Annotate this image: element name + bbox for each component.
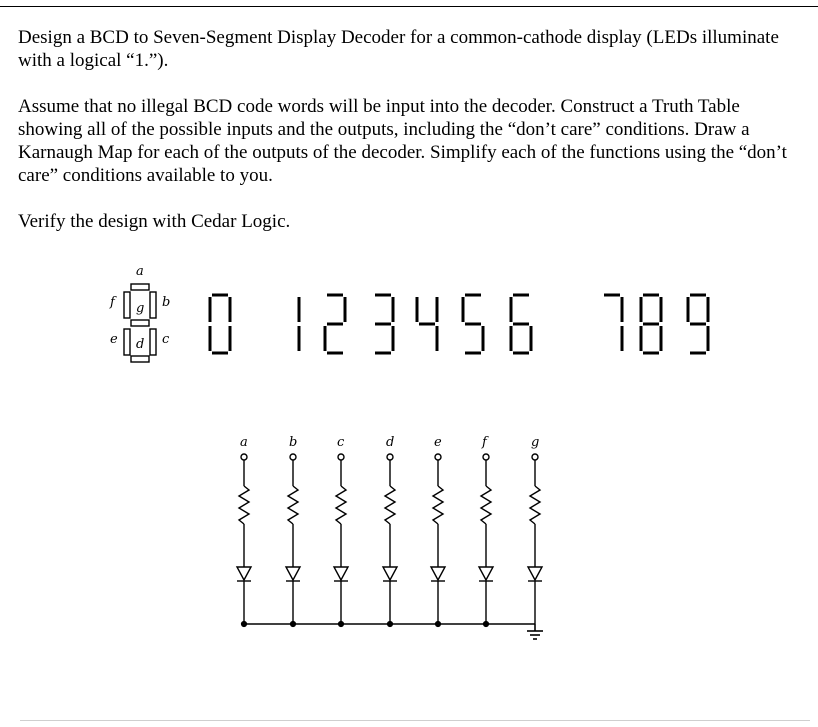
legend-segment-b bbox=[150, 292, 156, 318]
paragraph-design: Design a BCD to Seven-Segment Display Decoder for a common-cathode display (LEDs illuminate with a logical “1.”). bbox=[18, 27, 779, 71]
legend-segment-a bbox=[131, 284, 149, 290]
legend-segment-g bbox=[131, 320, 149, 326]
resistor-d bbox=[385, 486, 395, 524]
legend-segment-e bbox=[124, 329, 130, 355]
input-label-b: b bbox=[289, 435, 298, 450]
legend-label-c: c bbox=[162, 332, 170, 347]
led-channel-g bbox=[528, 454, 542, 624]
digit-6 bbox=[511, 295, 531, 353]
legend-segment-f bbox=[124, 292, 130, 318]
resistor-g bbox=[530, 486, 540, 524]
diode-d bbox=[383, 567, 397, 580]
resistor-f bbox=[481, 486, 491, 524]
legend-label-g: g bbox=[136, 301, 145, 316]
paragraph-verify: Verify the design with Cedar Logic. bbox=[18, 211, 291, 232]
bottom-table-edge bbox=[20, 720, 810, 727]
led-channel-c bbox=[334, 454, 348, 626]
input-label-e: e bbox=[434, 435, 442, 450]
resistor-b bbox=[288, 486, 298, 524]
legend-segment-c bbox=[150, 329, 156, 355]
led-channel-f bbox=[479, 454, 493, 626]
resistor-e bbox=[433, 486, 443, 524]
paragraph-assumptions: Assume that no illegal BCD code words will be input into the decoder. Construct a Truth Table showing all of the possible inputs and the outputs, including the “don’t care” conditions. Draw a Karnaugh Map for each of the outputs of the decoder. Simplify each of the functions using the “don’t care” conditions available to you. bbox=[18, 96, 787, 186]
digit-8 bbox=[641, 295, 661, 353]
input-label-c: c bbox=[337, 435, 345, 450]
legend-label-d: d bbox=[136, 337, 145, 352]
legend-label-e: e bbox=[110, 332, 118, 347]
diode-c bbox=[334, 567, 348, 580]
input-terminal-c bbox=[338, 454, 344, 460]
input-terminal-a bbox=[241, 454, 247, 460]
resistor-c bbox=[336, 486, 346, 524]
digit-2 bbox=[325, 295, 345, 353]
led-channel-b bbox=[286, 454, 300, 626]
led-channel-e bbox=[431, 454, 445, 626]
digit-9 bbox=[688, 295, 708, 353]
digit-5 bbox=[463, 295, 483, 353]
diode-b bbox=[286, 567, 300, 580]
input-label-f: f bbox=[482, 435, 487, 450]
input-terminal-f bbox=[483, 454, 489, 460]
led-channel-d bbox=[383, 454, 397, 626]
diode-f bbox=[479, 567, 493, 580]
legend-label-b: b bbox=[162, 295, 171, 310]
diode-g bbox=[528, 567, 542, 580]
digit-4 bbox=[417, 297, 437, 351]
input-terminal-d bbox=[387, 454, 393, 460]
input-label-d: d bbox=[386, 435, 395, 450]
input-terminal-g bbox=[532, 454, 538, 460]
led-circuit bbox=[237, 435, 543, 639]
legend-label-f: f bbox=[110, 295, 115, 310]
digit-7 bbox=[604, 295, 622, 351]
legend-label-a: a bbox=[136, 264, 144, 279]
digit-0 bbox=[210, 295, 230, 353]
input-label-a: a bbox=[240, 435, 248, 450]
diode-a bbox=[237, 567, 251, 580]
digit-row bbox=[210, 295, 708, 353]
diode-e bbox=[431, 567, 445, 580]
input-label-g: g bbox=[531, 435, 540, 450]
input-terminal-b bbox=[290, 454, 296, 460]
digit-3 bbox=[375, 295, 393, 353]
input-terminal-e bbox=[435, 454, 441, 460]
ground-symbol bbox=[527, 624, 543, 639]
legend-segment-d bbox=[131, 356, 149, 362]
led-channel-a bbox=[237, 454, 251, 626]
resistor-a bbox=[239, 486, 249, 524]
